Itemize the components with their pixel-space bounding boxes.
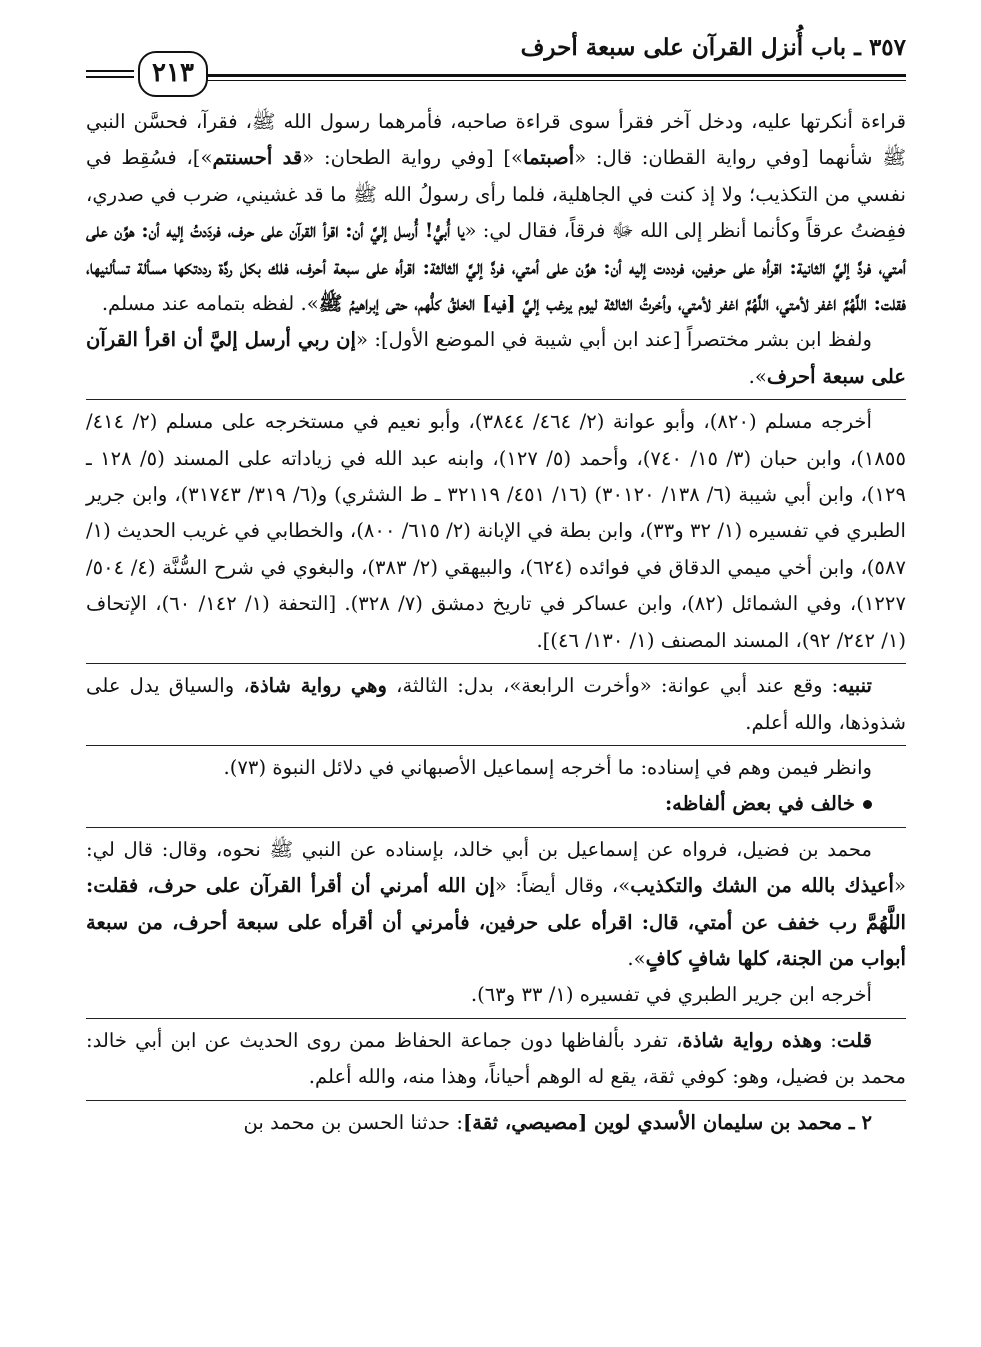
text-run: ولفظ ابن بشر مختصراً [عند ابن أبي شيبة في الموضع الأول]: « <box>355 328 872 352</box>
bold-run: ٢ ـ محمد بن سليمان الأسدي لوين [مصيصي، ثقة] <box>462 1110 872 1134</box>
bullet-heading-text <box>665 792 855 815</box>
section-divider <box>86 745 906 746</box>
paragraph-1 <box>86 104 906 322</box>
header-left-rule <box>86 70 134 72</box>
header-rule <box>194 74 906 77</box>
text-run: : وقع عند أبي عوانة: «وأخرت الرابعة»، بدل: الثالثة، <box>386 674 839 698</box>
section-divider <box>86 663 906 664</box>
paragraph-comment <box>86 1023 906 1096</box>
text-run: ، والسياق يدل على شذوذها، والله أعلم. <box>86 674 906 734</box>
bold-run: وهذه رواية شاذة <box>682 1028 823 1052</box>
page-number: ٢١٣ <box>138 51 208 97</box>
text-run: وانظر فيمن وهم في إسناده: ما أخرجه إسماعيل الأصبهاني في دلائل النبوة (٧٣). <box>223 755 872 779</box>
bold-run: وهي رواية شاذة <box>249 674 387 698</box>
bold-run: تنبيه <box>838 674 872 698</box>
text-run: محمد بن فضيل، فرواه عن إسماعيل بن أبي خالد، بإسناده عن النبي ﷺ نحوه، وقال: قال لي: « <box>86 837 906 898</box>
text-run: : حدثنا الحسن بن محمد بن <box>243 1110 463 1134</box>
bold-run: إن الله أمرني أن أقرأ القرآن على حرف، فقلت: اللَّهُمَّ رب خفف عن أمتي، قال: اقرأه على حرفين، فأمرني أن أقرأه على سبعة أحرف، من سبعة أبواب من الجنة، كلها شافٍ كافٍ <box>86 874 906 970</box>
page-header <box>86 34 906 94</box>
paragraph-2 <box>86 322 906 395</box>
bold-run: قلت <box>836 1028 872 1052</box>
text-run: »] [وفي رواية الطحان: « <box>302 146 523 170</box>
paragraph-takhrij <box>86 404 906 659</box>
section-divider <box>86 1100 906 1101</box>
bold-run: أعيذك بالله من الشك والتكذيب <box>630 874 894 898</box>
paragraph-next-chain <box>86 1105 906 1141</box>
text-run: ، تفرد بألفاظها دون جماعة الحفاظ ممن روى الحديث عن ابن أبي خالد: محمد بن فضيل، وهو: كوفي ثقة، يقع له الوهم أحياناً، وهذا منه، والله أعلم. <box>86 1028 906 1089</box>
text-run: ». <box>627 946 646 970</box>
text-run: أخرجه ابن جرير الطبري في تفسيره (١/ ٣٣ و٦٣). <box>470 983 872 1007</box>
header-left-rule-lower <box>86 76 134 78</box>
section-divider <box>86 827 906 828</box>
bold-run: إن ربي أرسل إليَّ أن اقرأ القرآن على سبعة أحرف <box>86 328 906 388</box>
bold-run: أصبتما <box>523 146 575 170</box>
text-run: أخرجه مسلم (٨٢٠)، وأبو عوانة (٢/ ٤٦٤/ ٣٨٤٤)، وأبو نعيم في مستخرجه على مسلم (٢/ ٤١٤/ ١٨٥٥)، وابن حبان (٣/ ١٥/ ٧٤٠)، وأحمد (٥/ ١٢٧)، وابنه عبد الله في زياداته على المسند (٥/ ١٢٨ ـ ١٢٩)، وابن أبي شيبة (٦/ ١٣٨/ ٣٠١٢٠) (١٦/ ٤٥١/ ٣٢١١٩ ـ ط الشثري) و(٦/ ٣١٩/ ٣١٧٤٣)، وابن جرير الطبري في تفسيره (١/ ٣٢ و٣٣)، وابن بطة في الإبانة (٢/ ٦١٥/ ٨٠٠)، والخطابي في غريب الحديث (١/ ٥٨٧)، وابن أخي ميمي الدقاق في فوائده (٦٢٤)، والبيهقي (٢/ ٣٨٣)، والبغوي في شرح السُّنَّة (٤/ ٥٠٤/ ١٢٢٧)، وفي الشمائل (٨٢)، وابن عساكر في تاريخ دمشق (٧/ ٣٢٨). [التحفة (١/ ١٤٢/ ٦٠)، الإتحاف (١/ ٢٤٢/ ٩٢)، المسند المصنف (١/ ١٣٠/ ٤٦)]. <box>86 410 907 652</box>
text-run: ». <box>748 364 767 388</box>
text-run: ». لفظه بتمامه عند مسلم. <box>101 292 319 316</box>
paragraph-see-also <box>86 750 906 786</box>
running-title: ٣٥٧ ـ باب أُنزل القرآن على سبعة أحرف <box>520 34 906 61</box>
paragraph-variant <box>86 832 906 978</box>
bullet-heading <box>86 786 906 822</box>
bold-run: خالف في بعض ألفاظه: <box>664 792 855 816</box>
bold-run: قد أحسنتم <box>212 146 303 170</box>
paragraph-note <box>86 668 906 741</box>
text-run: »، وقال أيضاً: « <box>494 874 631 898</box>
text-run: قراءة أنكرتها عليه، ودخل آخر فقرأ سوى قراءة صاحبه، فأمرهما رسول الله ﷺ، فقرآ، فحسَّن النبي ﷺ شأنهما [وفي رواية القطان: قال: « <box>86 110 906 170</box>
page-body <box>86 104 906 1141</box>
header-rule-thin <box>194 80 906 81</box>
bold-run: يا أُبيُّ! أُرسل إليَّ أن: اقرأ القرآن على حرف، فردَدتُ إليه أن: هوِّن على أمتي، فردَّ إليَّ الثانية: اقرأه على حرفين، فرددت إليه أن: هوِّن على أمتي، فردَّ إليَّ الثالثة: اقرأه على سبعة أحرف، فلك بكل ردَّة رددتكها مسألة تسألنيها، فقلت: اللَّهُمَّ اغفر لأمتي، اللَّهُمَّ اغفر لأمتي، وأخرتُ الثالثة ليوم يرغب إليَّ [فيه] الخلقُ كلُّهم، حتى إبراهيمُ ﷺ <box>86 219 906 316</box>
section-divider <box>86 1018 906 1019</box>
text-run: »]، فسُقِط في نفسي من التكذيب؛ ولا إذ كنت في الجاهلية، فلما رأى رسولُ الله ﷺ ما قد غشيني، ضرب في صدري، ففِضتُ عرقاً وكأنما أنظر إلى الله ﷻ فرقاً، فقال لي: « <box>86 146 906 243</box>
paragraph-variant-takhrij <box>86 977 906 1013</box>
bullet-icon <box>863 800 872 809</box>
text-run: : <box>822 1028 837 1052</box>
section-divider <box>86 399 906 400</box>
